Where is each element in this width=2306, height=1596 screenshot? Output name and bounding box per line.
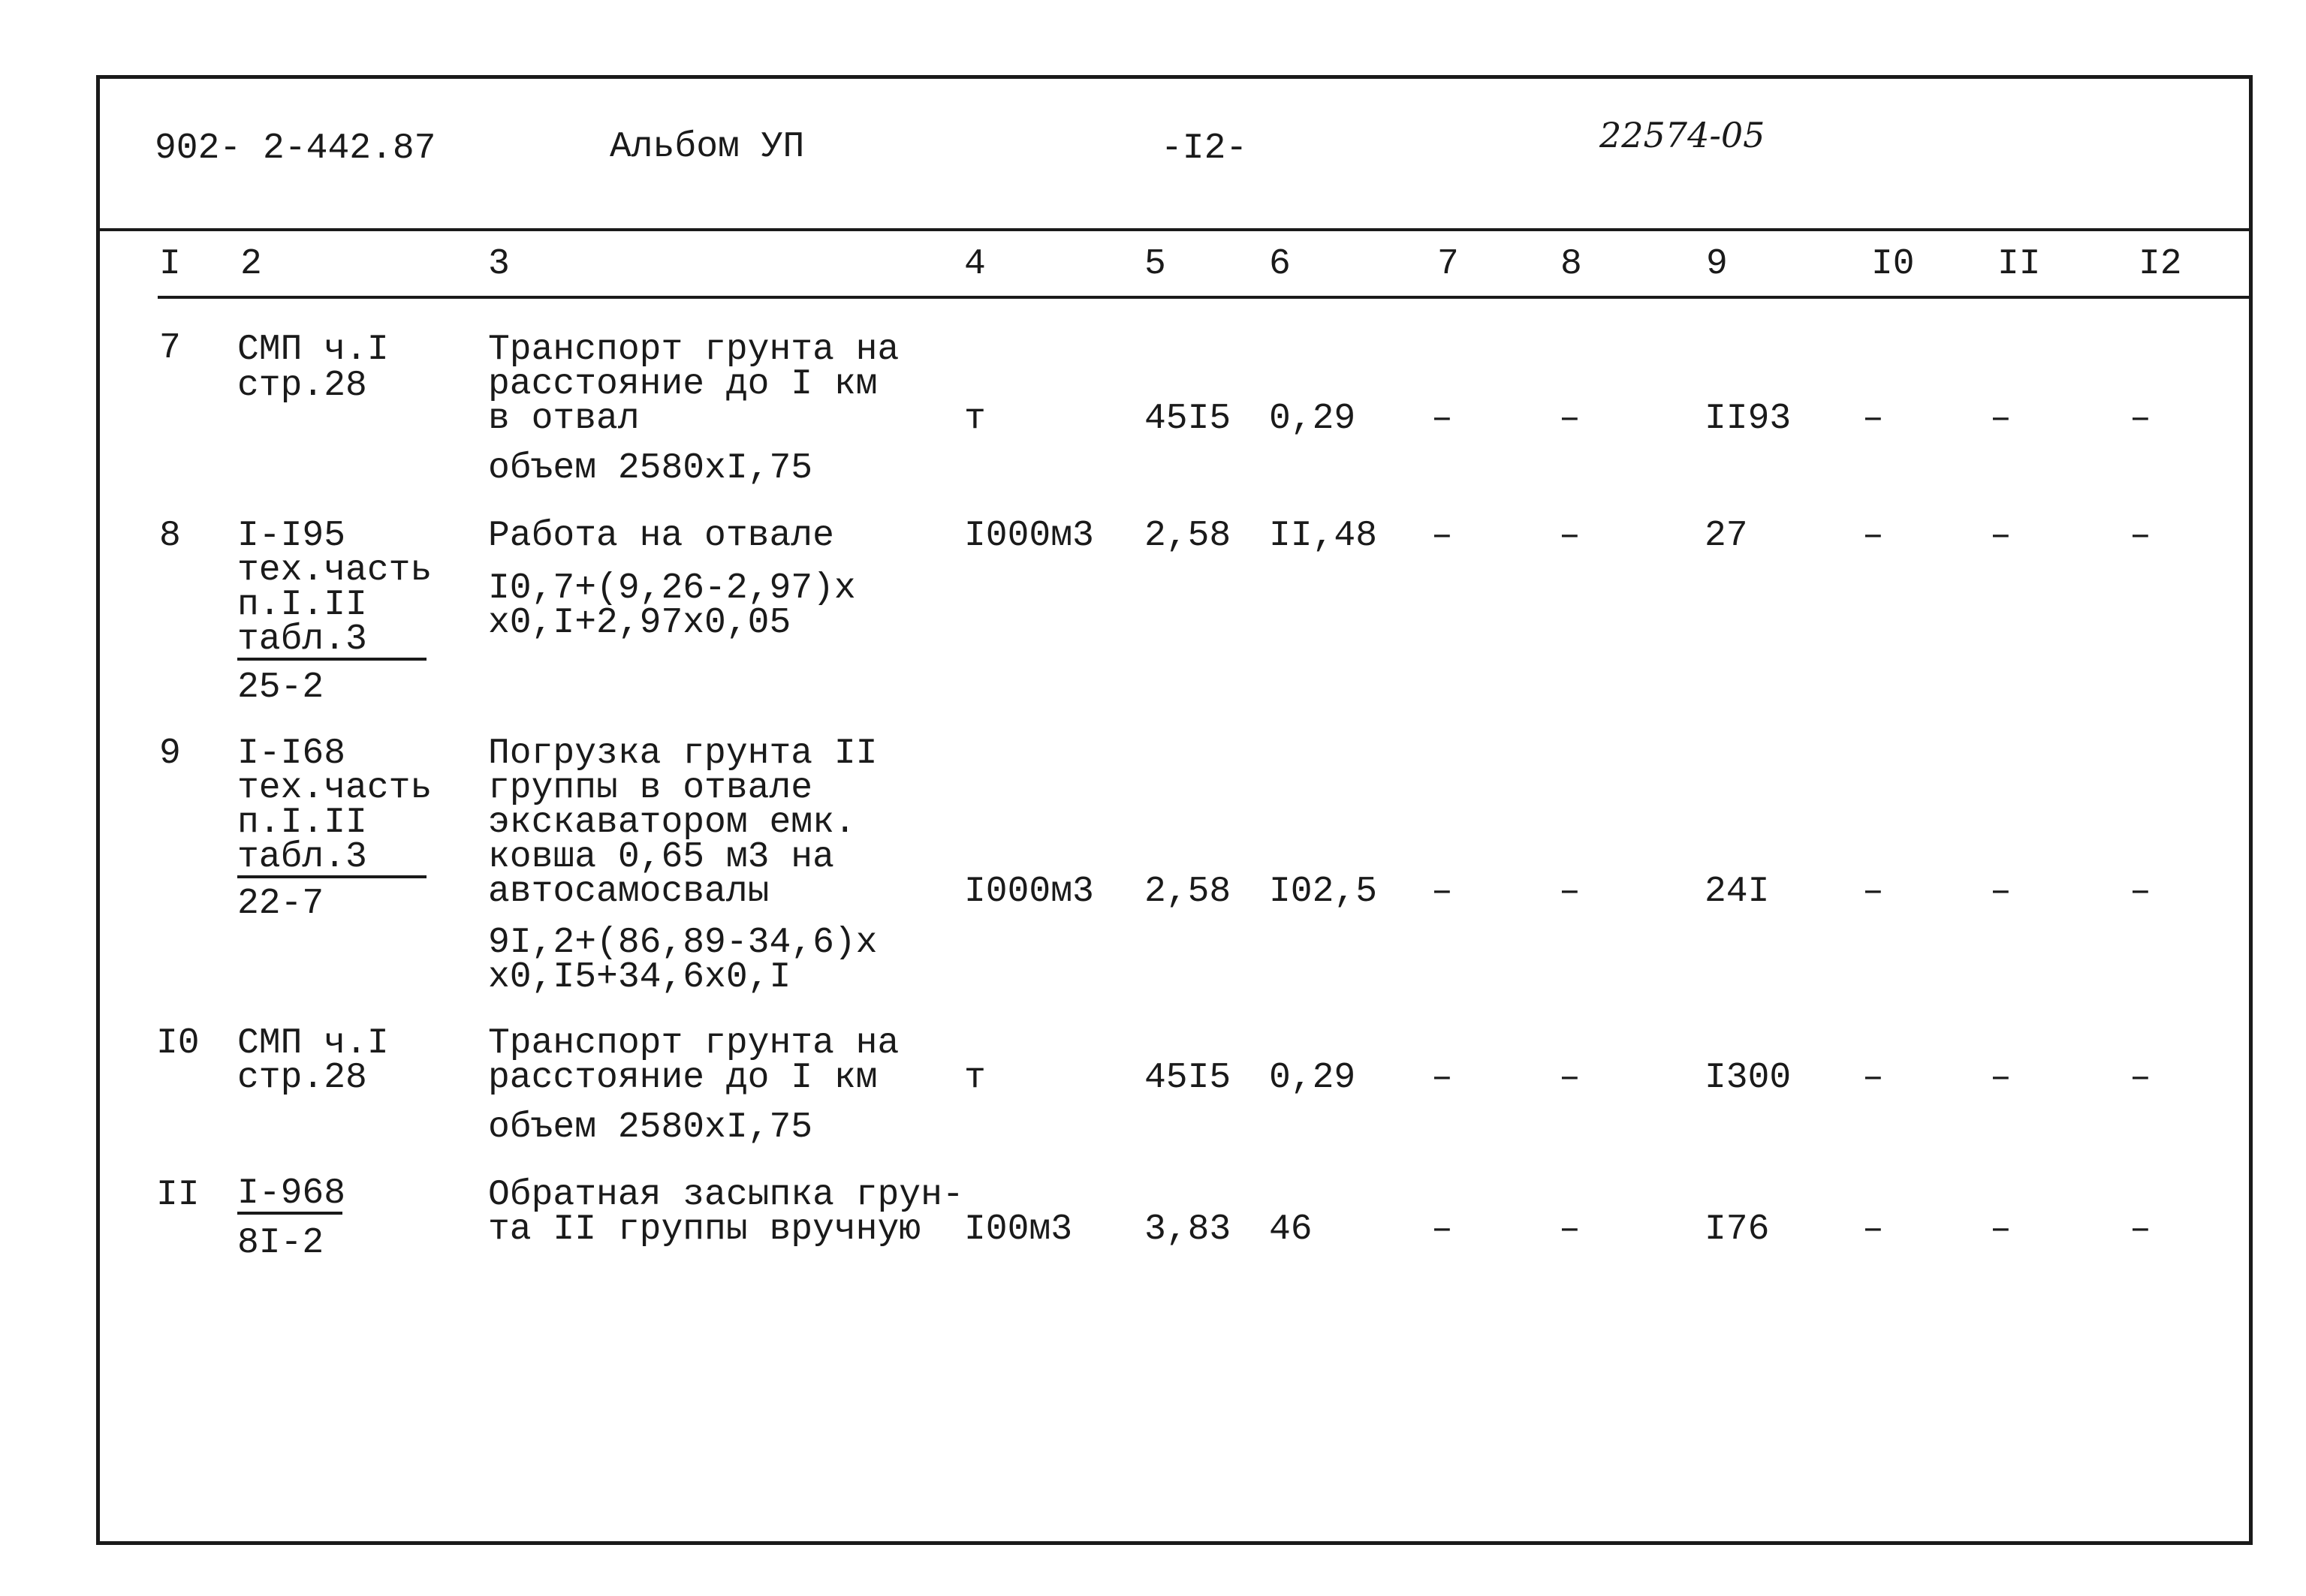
row-col12: – bbox=[2130, 1058, 2151, 1098]
row-col12: – bbox=[2130, 872, 2151, 912]
row-calculation: х0,I5+34,6х0,I bbox=[488, 957, 791, 998]
row-reference-denominator: 25-2 bbox=[237, 667, 324, 708]
row-description: та II группы вручную bbox=[488, 1209, 921, 1250]
row-col8: – bbox=[1559, 1058, 1581, 1098]
column-header-11: II bbox=[1997, 244, 2041, 285]
row-description: Работа на отвале bbox=[488, 516, 834, 556]
header-bottom-rule bbox=[158, 296, 2253, 299]
column-header-6: 6 bbox=[1269, 244, 1291, 285]
column-header-12: I2 bbox=[2139, 244, 2182, 285]
row-quantity: 45I5 bbox=[1144, 1058, 1231, 1098]
row-calculation: объем 2580хI,75 bbox=[488, 448, 813, 489]
row-col11: – bbox=[1990, 1058, 2012, 1098]
column-header-10: I0 bbox=[1871, 244, 1915, 285]
row-col10: – bbox=[1862, 399, 1884, 439]
row-calculation: I0,7+(9,26-2,97)х bbox=[488, 568, 856, 609]
row-col10: – bbox=[1862, 1209, 1884, 1250]
row-col7: – bbox=[1431, 872, 1453, 912]
row-reference-numerator: I-968 bbox=[237, 1173, 346, 1214]
row-price: 0,29 bbox=[1269, 1058, 1356, 1098]
row-quantity: 45I5 bbox=[1144, 399, 1231, 439]
row-description: Транспорт грунта на bbox=[488, 1023, 900, 1064]
row-col7: – bbox=[1431, 399, 1453, 439]
row-col10: – bbox=[1862, 1058, 1884, 1098]
row-unit: т bbox=[964, 399, 986, 439]
row-description: экскаватором емк. bbox=[488, 803, 856, 843]
row-quantity: 2,58 bbox=[1144, 516, 1231, 556]
row-description: расстояние до I км bbox=[488, 1058, 878, 1098]
row-col9: 24I bbox=[1705, 872, 1770, 912]
row-number: I0 bbox=[156, 1023, 200, 1064]
row-col9: I76 bbox=[1705, 1209, 1770, 1250]
row-description: Транспорт грунта на bbox=[488, 330, 900, 370]
row-unit: I00м3 bbox=[964, 1209, 1073, 1250]
column-header-9: 9 bbox=[1706, 244, 1728, 285]
row-reference: стр.28 bbox=[237, 1058, 367, 1098]
row-col8: – bbox=[1559, 516, 1581, 556]
inventory-number: 22574-05 bbox=[1599, 115, 1765, 155]
row-description: ковша 0,65 м3 на bbox=[488, 837, 834, 878]
row-unit: I000м3 bbox=[964, 872, 1094, 912]
row-reference-denominator: 8I-2 bbox=[237, 1223, 324, 1263]
row-description: Погрузка грунта II bbox=[488, 733, 878, 774]
row-col7: – bbox=[1431, 516, 1453, 556]
column-header-2: 2 bbox=[240, 244, 262, 285]
column-header-5: 5 bbox=[1144, 244, 1166, 285]
row-col12: – bbox=[2130, 516, 2151, 556]
column-header-7: 7 bbox=[1437, 244, 1459, 285]
row-price: 46 bbox=[1269, 1209, 1313, 1250]
row-quantity: 2,58 bbox=[1144, 872, 1231, 912]
row-col9: 27 bbox=[1705, 516, 1748, 556]
row-col10: – bbox=[1862, 516, 1884, 556]
row-col7: – bbox=[1431, 1058, 1453, 1098]
row-col10: – bbox=[1862, 872, 1884, 912]
row-col11: – bbox=[1990, 399, 2012, 439]
document-designation: 902- 2-442.87 bbox=[155, 128, 436, 169]
row-description: расстояние до I км bbox=[488, 364, 878, 405]
album-label: Альбом УП bbox=[610, 127, 805, 167]
page-number: -I2- bbox=[1161, 128, 1248, 169]
row-col11: – bbox=[1990, 1209, 2012, 1250]
row-col8: – bbox=[1559, 1209, 1581, 1250]
row-col8: – bbox=[1559, 872, 1581, 912]
row-reference: СМП ч.I bbox=[237, 1023, 389, 1064]
row-reference: I-I95 bbox=[237, 516, 346, 556]
row-reference: СМП ч.I bbox=[237, 330, 389, 370]
row-calculation: объем 2580хI,75 bbox=[488, 1107, 813, 1148]
row-description: Обратная засыпка грун- bbox=[488, 1175, 964, 1215]
row-number: II bbox=[156, 1175, 200, 1215]
row-reference-denominator: 22-7 bbox=[237, 884, 324, 924]
row-price: I02,5 bbox=[1269, 872, 1378, 912]
row-reference: п.I.II bbox=[237, 803, 367, 843]
row-calculation: 9I,2+(86,89-34,6)х bbox=[488, 923, 878, 963]
row-reference: I-I68 bbox=[237, 733, 346, 774]
row-col12: – bbox=[2130, 1209, 2151, 1250]
row-price: II,48 bbox=[1269, 516, 1378, 556]
row-price: 0,29 bbox=[1269, 399, 1356, 439]
row-col11: – bbox=[1990, 516, 2012, 556]
row-quantity: 3,83 bbox=[1144, 1209, 1231, 1250]
row-reference-numerator: табл.3 bbox=[237, 622, 427, 661]
row-col7: – bbox=[1431, 1209, 1453, 1250]
column-header-4: 4 bbox=[964, 244, 986, 285]
row-number: 7 bbox=[159, 328, 181, 369]
row-reference: тех.часть bbox=[237, 768, 433, 809]
row-number: 8 bbox=[159, 516, 181, 556]
row-col8: – bbox=[1559, 399, 1581, 439]
row-description: в отвал bbox=[488, 399, 640, 439]
row-reference: тех.часть bbox=[237, 550, 433, 591]
row-description: автосамосвалы bbox=[488, 872, 770, 912]
row-reference: п.I.II bbox=[237, 585, 367, 625]
row-unit: I000м3 bbox=[964, 516, 1094, 556]
row-col9: I300 bbox=[1705, 1058, 1792, 1098]
row-col9: II93 bbox=[1705, 399, 1792, 439]
row-col12: – bbox=[2130, 399, 2151, 439]
row-col11: – bbox=[1990, 872, 2012, 912]
row-number: 9 bbox=[159, 733, 181, 774]
row-description: группы в отвале bbox=[488, 768, 813, 809]
header-top-rule bbox=[96, 228, 2253, 231]
row-reference-numerator: табл.3 bbox=[237, 839, 427, 878]
column-header-1: I bbox=[159, 244, 181, 285]
row-calculation: х0,I+2,97х0,05 bbox=[488, 603, 791, 643]
column-header-8: 8 bbox=[1560, 244, 1582, 285]
row-reference: стр.28 bbox=[237, 366, 367, 406]
column-header-3: 3 bbox=[488, 244, 510, 285]
row-unit: т bbox=[964, 1058, 986, 1098]
